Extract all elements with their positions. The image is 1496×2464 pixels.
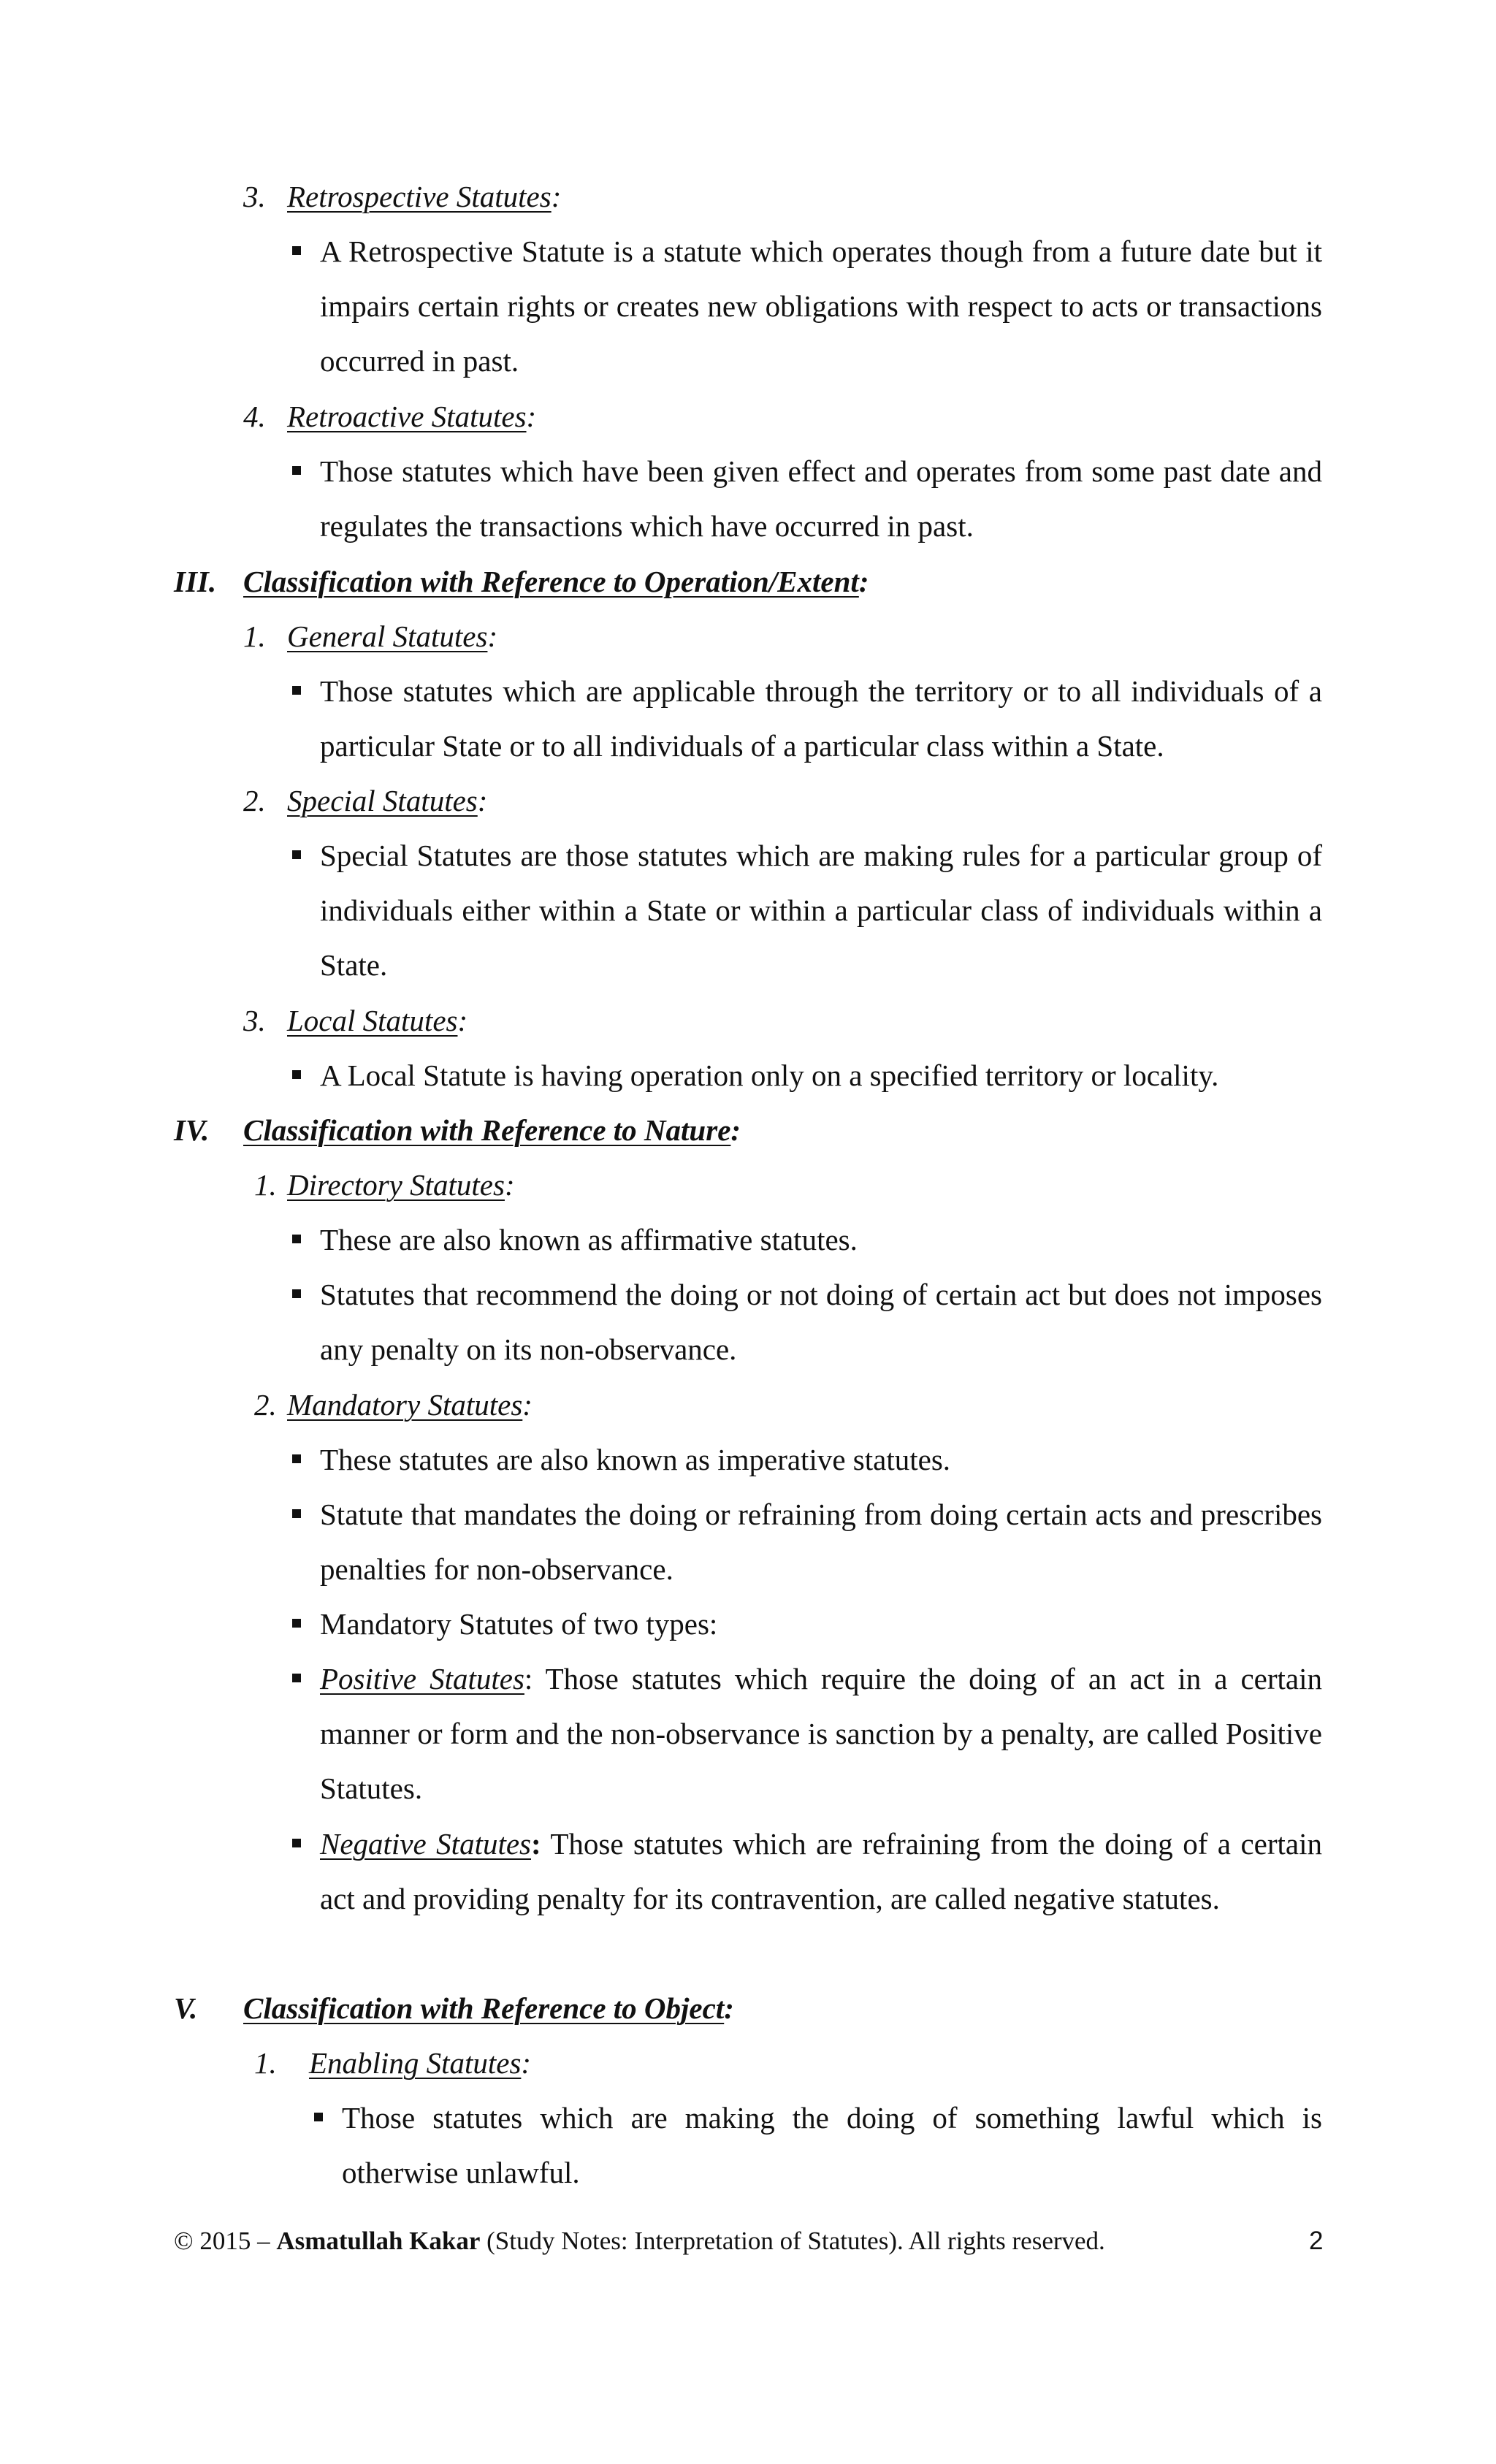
list-number: 4.	[243, 400, 266, 433]
bullet-icon	[292, 466, 301, 475]
subheading-retroactive: Retroactive Statutes:	[287, 400, 537, 433]
paragraph: These are also known as affirmative statutes.	[320, 1223, 858, 1256]
list-number: 3.	[243, 1004, 266, 1037]
bullet-icon	[292, 1454, 301, 1463]
bullet-icon	[292, 1070, 301, 1079]
paragraph: These statutes are also known as imperative statutes.	[320, 1443, 951, 1476]
paragraph: Those statutes which have been given effect and operates from some past date and regulates the transactions which have occurred in past.	[320, 454, 1322, 543]
subheading-directory: Directory Statutes:	[287, 1168, 515, 1202]
paragraph: A Local Statute is having operation only on a specified territory or locality.	[320, 1059, 1219, 1092]
list-number: 2.	[243, 784, 266, 817]
paragraph: Statute that mandates the doing or refraining from doing certain acts and prescribes penalties for non-observance.	[320, 1498, 1322, 1586]
bullet-icon	[292, 1674, 301, 1682]
bullet-icon	[292, 1235, 301, 1243]
paragraph: Special Statutes are those statutes which are making rules for a particular group of individuals either within a State or within a particular class of individuals within a State.	[320, 839, 1322, 982]
bullet-icon	[292, 850, 301, 859]
subheading-general: General Statutes:	[287, 619, 498, 653]
paragraph: Mandatory Statutes of two types:	[320, 1607, 718, 1641]
paragraph: Statutes that recommend the doing or not doing of certain act but does not imposes any penalty on its non-observance.	[320, 1278, 1322, 1366]
paragraph-negative-statutes: Negative Statutes: Those statutes which are refraining from the doing of a certain act and providing penalty for its contravention, are called negative statutes.	[320, 1827, 1322, 1915]
bullet-icon	[292, 686, 301, 695]
bullet-icon	[292, 1289, 301, 1298]
term-negative: Negative Statutes	[320, 1827, 531, 1861]
roman-numeral: IV.	[174, 1113, 210, 1147]
section-heading-operation: Classification with Reference to Operation/Extent:	[243, 565, 869, 598]
section-heading-object: Classification with Reference to Object:	[243, 1991, 734, 2025]
paragraph: A Retrospective Statute is a statute which operates though from a future date but it impairs certain rights or creates new obligations with respect to acts or transactions occurred in past.	[320, 234, 1322, 378]
list-number: 1.	[254, 2046, 277, 2080]
term-positive: Positive Statutes	[320, 1662, 524, 1696]
paragraph: Those statutes which are applicable through the territory or to all individuals of a particular State or to all individuals of a particular class within a State.	[320, 674, 1322, 763]
subheading-local: Local Statutes:	[287, 1004, 468, 1037]
list-number: 1.	[254, 1168, 277, 1202]
list-number: 1.	[243, 619, 266, 653]
list-number: 3.	[243, 180, 266, 213]
page-number: 2	[1309, 2227, 1324, 2255]
footer-author: Asmatullah Kakar	[276, 2227, 481, 2255]
list-number: 2.	[254, 1388, 277, 1422]
paragraph-positive-statutes: Positive Statutes: Those statutes which require the doing of an act in a certain manner or form and the non-observance is sanction by a penalty, are called Positive Statutes.	[320, 1662, 1322, 1805]
subheading-enabling: Enabling Statutes:	[309, 2046, 532, 2080]
roman-numeral: V.	[174, 1991, 198, 2025]
paragraph: Those statutes which are making the doing of something lawful which is otherwise unlawful.	[342, 2101, 1322, 2189]
section-heading-nature: Classification with Reference to Nature:	[243, 1113, 741, 1147]
footer-copyright: © 2015 – Asmatullah Kakar (Study Notes: Interpretation of Statutes). All rights reserved.	[174, 2227, 1105, 2255]
subheading-special: Special Statutes:	[287, 784, 488, 817]
subheading-retrospective: Retrospective Statutes:	[287, 180, 562, 213]
subheading-mandatory: Mandatory Statutes:	[287, 1388, 533, 1422]
bullet-icon	[292, 246, 301, 255]
bullet-icon	[292, 1619, 301, 1628]
roman-numeral: III.	[174, 565, 217, 598]
bullet-icon	[314, 2113, 323, 2121]
bullet-icon	[292, 1839, 301, 1847]
bullet-icon	[292, 1509, 301, 1518]
